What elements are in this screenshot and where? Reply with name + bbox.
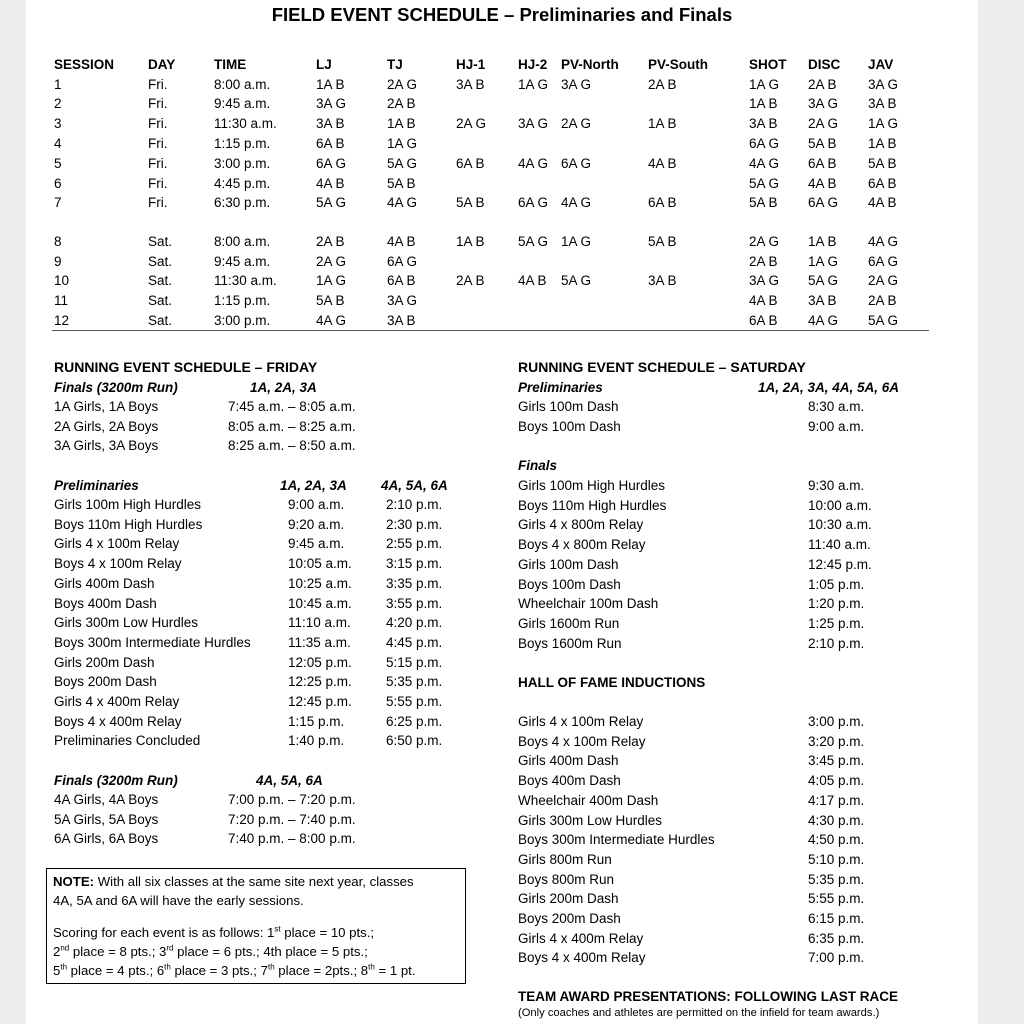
field-table-cell: 5A B	[808, 136, 837, 151]
field-table-cell: 8:00 a.m.	[214, 234, 271, 249]
friday-final-row-cell: 8:05 a.m. – 8:25 a.m.	[228, 418, 356, 434]
friday-finals-late-classes: 4A, 5A, 6A	[256, 773, 323, 788]
field-table-cell: 2A G	[316, 254, 347, 269]
saturday-section-title: RUNNING EVENT SCHEDULE – SATURDAY	[518, 359, 806, 375]
field-header-cell: HJ-2	[518, 57, 548, 72]
friday-prelim-row-cell: 5:15 p.m.	[386, 654, 443, 670]
saturday-final-row-cell: 9:30 a.m.	[808, 478, 865, 493]
friday-finals-early-label: Finals (3200m Run)	[54, 380, 178, 395]
field-table-cell: 9	[54, 254, 62, 269]
field-table-cell: 1A G	[749, 77, 780, 92]
friday-prelim-row-cell: 6:25 p.m.	[386, 713, 443, 729]
saturday-final-row-cell: 4:05 p.m.	[808, 773, 865, 789]
saturday-final-row-cell: Boys 4 x 400m Relay	[518, 950, 646, 966]
friday-final-row-cell: 8:25 a.m. – 8:50 a.m.	[228, 438, 356, 454]
field-table-cell: 5A B	[648, 234, 677, 249]
team-award-note: (Only coaches and athletes are permitted on the infield for team awards.)	[518, 1007, 880, 1019]
field-table-cell: 1	[54, 77, 62, 92]
field-table-cell: 4A G	[868, 234, 899, 249]
field-table-cell: 4A B	[518, 273, 547, 288]
field-table-cell: 1A G	[387, 136, 418, 151]
friday-finals-early-classes: 1A, 2A, 3A	[250, 380, 317, 395]
friday-prelims-col2: 4A, 5A, 6A	[381, 478, 448, 493]
saturday-final-row-cell: 10:00 a.m.	[808, 497, 872, 513]
friday-prelim-row-cell: Boys 4 x 400m Relay	[54, 713, 182, 729]
friday-prelim-row-cell: Preliminaries Concluded	[54, 733, 201, 749]
field-table-cell: Sat.	[148, 313, 173, 328]
friday-prelim-row-cell: Boys 400m Dash	[54, 595, 157, 611]
field-table-cell: Fri.	[148, 77, 168, 92]
saturday-final-row-cell: 3:20 p.m.	[808, 733, 865, 749]
field-table-cell: 6	[54, 176, 62, 191]
friday-prelim-row-cell: 6:50 p.m.	[386, 733, 443, 749]
friday-prelim-row-cell: Boys 110m High Hurdles	[54, 516, 203, 532]
field-table-cell: Fri.	[148, 195, 168, 210]
field-header-cell: DAY	[148, 57, 176, 72]
field-table-cell: 6A B	[749, 313, 778, 328]
field-table-cell: 6A B	[316, 136, 345, 151]
saturday-prelims-label: Preliminaries	[518, 380, 603, 395]
saturday-final-row-cell: Girls 100m High Hurdles	[518, 478, 666, 493]
saturday-final-row-cell: 5:10 p.m.	[808, 851, 865, 867]
field-table-cell: 2A G	[808, 116, 839, 131]
field-table-cell: 10	[54, 273, 70, 288]
field-table-cell: 2A G	[868, 273, 899, 288]
friday-final-row-cell: 4A Girls, 4A Boys	[54, 792, 159, 807]
field-header-cell: SESSION	[54, 57, 115, 72]
friday-prelim-row-cell: Girls 100m High Hurdles	[54, 497, 202, 512]
field-table-cell: 1A G	[868, 116, 899, 131]
field-table-cell: Sat.	[148, 293, 173, 308]
field-table-cell: 3A B	[456, 77, 485, 92]
friday-prelim-row-cell: 12:45 p.m.	[288, 694, 352, 709]
field-header-cell: PV-North	[561, 57, 619, 72]
field-table-cell: 5A B	[387, 176, 416, 191]
field-table-cell: 3A B	[387, 313, 416, 328]
field-table-cell: 4A B	[316, 176, 345, 191]
field-table-cell: 3A B	[749, 116, 778, 131]
field-table-cell: 3A B	[316, 116, 345, 131]
field-table-cell: 11:30 a.m.	[214, 116, 277, 131]
saturday-final-row-cell: 4:50 p.m.	[808, 832, 865, 848]
field-table-cell: 1A B	[387, 116, 416, 131]
scoring-line-3: 5th place = 4 pts.; 6th place = 3 pts.; 7th place = 2pts.; 8th = 1 pt.	[53, 962, 416, 978]
field-table-cell: 4A B	[648, 156, 677, 171]
field-table-cell: 2A B	[868, 293, 897, 308]
friday-prelim-row-cell: 5:35 p.m.	[386, 674, 443, 690]
friday-prelim-row-cell: 2:30 p.m.	[386, 516, 443, 532]
field-header-cell: SHOT	[749, 57, 787, 72]
field-table-cell: 5A G	[387, 156, 418, 171]
field-table-cell: 3A G	[387, 293, 418, 308]
saturday-final-row-cell: Boys 4 x 100m Relay	[518, 733, 646, 749]
friday-final-row-cell: 3A Girls, 3A Boys	[54, 438, 159, 454]
saturday-final-row-cell: 3:00 p.m.	[808, 714, 865, 729]
field-table-cell: 3:00 p.m.	[214, 313, 271, 328]
field-header-cell: TJ	[387, 57, 403, 72]
friday-prelim-row-cell: Boys 200m Dash	[54, 674, 157, 690]
saturday-final-row-cell: Girls 4 x 100m Relay	[518, 714, 644, 729]
field-table-cell: 3A B	[808, 293, 837, 308]
note-label: NOTE:	[53, 874, 95, 889]
field-table-cell: 1A G	[316, 273, 347, 288]
field-table-cell: 2	[54, 96, 62, 111]
field-table-cell: 1A G	[561, 234, 592, 249]
friday-section-title: RUNNING EVENT SCHEDULE – FRIDAY	[54, 359, 318, 375]
field-table-cell: 6A B	[868, 176, 897, 191]
friday-prelim-row-cell: 2:10 p.m.	[386, 497, 443, 512]
team-award-heading: TEAM AWARD PRESENTATIONS: FOLLOWING LAST RACE	[518, 989, 898, 1004]
field-table-cell: Fri.	[148, 136, 168, 151]
field-table-cell: 2A G	[456, 116, 487, 131]
friday-prelim-row-cell: 3:55 p.m.	[386, 595, 443, 611]
field-table-cell: 7	[54, 195, 62, 210]
field-table-cell: 4A G	[387, 195, 418, 210]
field-header-cell: DISC	[808, 57, 841, 72]
field-table-cell: 2A B	[387, 96, 416, 111]
saturday-finals-label: Finals	[518, 458, 558, 473]
field-table-cell: 2A B	[316, 234, 345, 249]
saturday-final-row-cell: Boys 1600m Run	[518, 635, 622, 651]
field-table-cell: 4A G	[808, 313, 839, 328]
friday-prelim-row-cell: 10:05 a.m.	[288, 556, 352, 572]
field-table-cell: 5A B	[316, 293, 345, 308]
saturday-final-row-cell: Boys 200m Dash	[518, 911, 621, 926]
field-table-cell: 4:45 p.m.	[214, 176, 271, 191]
field-table-cell: 4A G	[749, 156, 780, 171]
saturday-final-row-cell: Wheelchair 100m Dash	[518, 596, 659, 612]
schedule-sheet	[26, 0, 978, 1024]
field-table-cell: 9:45 a.m.	[214, 96, 271, 111]
saturday-final-row-cell: 1:05 p.m.	[808, 576, 865, 592]
field-table-cell: 1A B	[868, 136, 897, 151]
field-table-cell: 6A G	[316, 156, 347, 171]
field-header-cell: PV-South	[648, 57, 708, 72]
page-title: FIELD EVENT SCHEDULE – Preliminaries and Finals	[271, 4, 733, 25]
friday-final-row-cell: 2A Girls, 2A Boys	[54, 418, 159, 434]
hall-of-fame-heading: HALL OF FAME INDUCTIONS	[518, 675, 706, 690]
note-line-1	[53, 874, 414, 889]
saturday-final-row-cell: 2:10 p.m.	[808, 635, 865, 651]
field-table-cell: 4A B	[387, 234, 416, 249]
friday-final-row-cell: 6A Girls, 6A Boys	[54, 831, 159, 847]
field-table-cell: 5A B	[456, 195, 485, 210]
saturday-prelim-row-cell: 8:30 a.m.	[808, 399, 865, 414]
saturday-prelim-row-cell: 9:00 a.m.	[808, 418, 865, 434]
field-table-cell: 3:00 p.m.	[214, 156, 271, 171]
field-table-cell: 3A G	[561, 77, 592, 92]
field-table-cell: Fri.	[148, 156, 168, 171]
friday-prelim-row-cell: Girls 4 x 100m Relay	[54, 536, 180, 552]
saturday-final-row-cell: Girls 400m Dash	[518, 753, 619, 769]
friday-final-row-cell: 7:45 a.m. – 8:05 a.m.	[228, 399, 356, 414]
friday-prelim-row-cell: 4:45 p.m.	[386, 634, 443, 650]
friday-prelim-row-cell: 11:10 a.m.	[288, 615, 351, 631]
saturday-final-row-cell: Boys 4 x 800m Relay	[518, 537, 646, 553]
field-table-cell: 2A B	[648, 77, 677, 92]
field-table-cell: 8	[54, 234, 62, 249]
saturday-final-row-cell: 1:20 p.m.	[808, 596, 865, 612]
field-table-cell: 5A G	[749, 176, 780, 191]
field-table-cell: 6A B	[456, 156, 485, 171]
saturday-final-row-cell: Boys 300m Intermediate Hurdles	[518, 832, 715, 848]
field-table-cell: 3A B	[648, 273, 677, 288]
field-header-cell: LJ	[316, 57, 332, 72]
field-table-cell: 1A G	[808, 254, 839, 269]
saturday-final-row-cell: Boys 110m High Hurdles	[518, 497, 667, 513]
field-table-cell: 4A B	[749, 293, 778, 308]
friday-prelim-row-cell: Girls 200m Dash	[54, 654, 155, 670]
friday-prelim-row-cell: 3:15 p.m.	[386, 556, 443, 572]
field-table-cell: 8:00 a.m.	[214, 77, 271, 92]
field-table-cell: 3	[54, 116, 62, 131]
saturday-final-row-cell: 7:00 p.m.	[808, 950, 865, 966]
field-table-cell: 3A G	[749, 273, 780, 288]
field-table-cell: 2A B	[749, 254, 778, 269]
saturday-final-row-cell: Girls 200m Dash	[518, 891, 619, 907]
field-table-cell: 1A B	[316, 77, 345, 92]
friday-prelim-row-cell: 12:25 p.m.	[288, 674, 352, 690]
field-table-cell: 6:30 p.m.	[214, 195, 271, 210]
field-table-cell: 1A B	[808, 234, 837, 249]
field-table-cell: 3A G	[316, 96, 347, 111]
saturday-final-row-cell: Boys 800m Run	[518, 871, 615, 887]
saturday-final-row-cell: 4:30 p.m.	[808, 812, 865, 828]
field-table-cell: Sat.	[148, 234, 173, 249]
field-table-cell: 4A B	[808, 176, 837, 191]
friday-prelim-row-cell: 11:35 a.m.	[288, 634, 351, 650]
friday-final-row-cell: 7:00 p.m. – 7:20 p.m.	[228, 792, 356, 807]
field-table-cell: 12	[54, 313, 70, 328]
friday-final-row-cell: 1A Girls, 1A Boys	[54, 399, 159, 414]
friday-prelim-row-cell: 2:55 p.m.	[386, 536, 443, 552]
field-table-cell: Sat.	[148, 273, 173, 288]
field-table-cell: 3A B	[868, 96, 897, 111]
note-box	[46, 868, 466, 984]
saturday-prelim-row-cell: Girls 100m Dash	[518, 399, 619, 414]
saturday-final-row-cell: Girls 4 x 800m Relay	[518, 517, 644, 533]
field-table-cell: 2A G	[749, 234, 780, 249]
table-divider	[52, 330, 929, 331]
friday-prelim-row-cell: 10:45 a.m.	[288, 595, 352, 611]
friday-prelim-row-cell: 1:40 p.m.	[288, 733, 345, 749]
saturday-final-row-cell: Girls 300m Low Hurdles	[518, 812, 663, 828]
field-header-cell: JAV	[868, 57, 894, 72]
friday-prelim-row-cell: Girls 300m Low Hurdles	[54, 615, 199, 631]
saturday-final-row-cell: 6:15 p.m.	[808, 911, 865, 926]
field-table-cell: 1A G	[518, 77, 549, 92]
field-table-cell: 11:30 a.m.	[214, 273, 277, 288]
field-table-cell: 4	[54, 136, 62, 151]
field-table-cell: 5A G	[561, 273, 592, 288]
saturday-final-row-cell: Boys 100m Dash	[518, 576, 621, 592]
saturday-prelim-row-cell: Boys 100m Dash	[518, 418, 621, 434]
field-table-cell: 1A B	[749, 96, 778, 111]
friday-prelim-row-cell: 1:15 p.m.	[288, 713, 345, 729]
field-table-cell: 5A G	[518, 234, 549, 249]
friday-prelim-row-cell: 3:35 p.m.	[386, 575, 443, 591]
field-table-cell: 6A G	[749, 136, 780, 151]
saturday-final-row-cell: Girls 100m Dash	[518, 556, 619, 572]
friday-final-row-cell: 7:20 p.m. – 7:40 p.m.	[228, 811, 356, 827]
saturday-final-row-cell: 3:45 p.m.	[808, 753, 865, 769]
saturday-final-row-cell: 4:17 p.m.	[808, 792, 865, 808]
field-table-cell: 2A G	[561, 116, 592, 131]
saturday-final-row-cell: Girls 800m Run	[518, 851, 612, 867]
saturday-classes: 1A, 2A, 3A, 4A, 5A, 6A	[758, 380, 900, 395]
saturday-final-row-cell: 11:40 a.m.	[808, 537, 871, 553]
saturday-final-row-cell: Girls 4 x 400m Relay	[518, 930, 644, 946]
field-table-cell: 5A G	[868, 313, 899, 328]
friday-prelim-row-cell: 5:55 p.m.	[386, 694, 443, 709]
friday-prelim-row-cell: Girls 4 x 400m Relay	[54, 694, 180, 709]
field-table-cell: 4A G	[316, 313, 347, 328]
friday-prelim-row-cell: 9:00 a.m.	[288, 497, 345, 512]
friday-prelim-row-cell: Boys 4 x 100m Relay	[54, 556, 182, 572]
field-table-cell: 4A B	[868, 195, 897, 210]
field-table-cell: 2A B	[456, 273, 485, 288]
field-table-cell: 1A B	[456, 234, 485, 249]
field-header-cell: HJ-1	[456, 57, 486, 72]
saturday-final-row-cell: 12:45 p.m.	[808, 556, 872, 572]
field-table-cell: 5A G	[316, 195, 347, 210]
saturday-final-row-cell: 5:55 p.m.	[808, 891, 865, 907]
field-table-cell: 6A G	[561, 156, 592, 171]
field-table-cell: 6A B	[648, 195, 677, 210]
friday-prelims-label: Preliminaries	[54, 478, 139, 493]
friday-prelim-row-cell: Girls 400m Dash	[54, 575, 155, 591]
field-table-cell: Fri.	[148, 176, 168, 191]
field-table-cell: 6A G	[518, 195, 549, 210]
field-table-cell: Fri.	[148, 116, 168, 131]
saturday-final-row-cell: 6:35 p.m.	[808, 930, 865, 946]
field-table-cell: 4A G	[561, 195, 592, 210]
field-table-cell: 9:45 a.m.	[214, 254, 271, 269]
friday-final-row-cell: 7:40 p.m. – 8:00 p.m.	[228, 831, 356, 847]
note-line-2: 4A, 5A and 6A will have the early sessions.	[53, 893, 304, 908]
scoring-line-2: 2nd place = 8 pts.; 3rd place = 6 pts.; 4th place = 5 pts.;	[53, 943, 368, 959]
field-table-cell: 1:15 p.m.	[214, 136, 271, 151]
field-table-cell: 6A B	[808, 156, 837, 171]
saturday-final-row-cell: 5:35 p.m.	[808, 871, 865, 887]
friday-prelim-row-cell: Boys 300m Intermediate Hurdles	[54, 634, 251, 650]
field-table-cell: 5A B	[749, 195, 778, 210]
saturday-final-row-cell: Girls 1600m Run	[518, 615, 620, 631]
field-table-cell: 3A G	[808, 96, 839, 111]
field-table-cell: 2A G	[387, 77, 418, 92]
friday-prelim-row-cell: 4:20 p.m.	[386, 615, 443, 631]
field-table-cell: 2A B	[808, 77, 837, 92]
field-table-cell: 5A G	[808, 273, 839, 288]
field-table-cell: 6A G	[808, 195, 839, 210]
field-table-cell: Sat.	[148, 254, 173, 269]
field-table-cell: 1A B	[648, 116, 677, 131]
friday-finals-late-label: Finals (3200m Run)	[54, 773, 178, 788]
saturday-final-row-cell: 1:25 p.m.	[808, 615, 865, 631]
field-table-cell: 6A G	[387, 254, 418, 269]
field-table-cell: 6A B	[387, 273, 416, 288]
friday-prelims-col1: 1A, 2A, 3A	[280, 478, 347, 493]
field-table-cell: 3A G	[868, 77, 899, 92]
field-table-cell: 5	[54, 156, 62, 171]
field-table-cell: 3A G	[518, 116, 549, 131]
note-text-1: With all six classes at the same site next year, classes	[97, 874, 414, 889]
saturday-final-row-cell: Boys 400m Dash	[518, 773, 621, 789]
friday-prelim-row-cell: 9:45 a.m.	[288, 536, 345, 552]
friday-prelim-row-cell: 9:20 a.m.	[288, 516, 345, 532]
saturday-final-row-cell: 10:30 a.m.	[808, 517, 872, 533]
field-table-cell: 5A B	[868, 156, 897, 171]
field-header-cell: TIME	[214, 57, 247, 72]
friday-prelim-row-cell: 10:25 a.m.	[288, 575, 352, 591]
friday-final-row-cell: 5A Girls, 5A Boys	[54, 811, 159, 827]
field-table-cell: 1:15 p.m.	[214, 293, 271, 308]
saturday-final-row-cell: Wheelchair 400m Dash	[518, 792, 659, 808]
scoring-line-1: Scoring for each event is as follows: 1st place = 10 pts.;	[53, 924, 375, 940]
field-table-cell: 11	[54, 293, 69, 308]
field-table-cell: Fri.	[148, 96, 168, 111]
friday-prelim-row-cell: 12:05 p.m.	[288, 654, 352, 670]
field-table-cell: 4A G	[518, 156, 549, 171]
field-table-cell: 6A G	[868, 254, 899, 269]
